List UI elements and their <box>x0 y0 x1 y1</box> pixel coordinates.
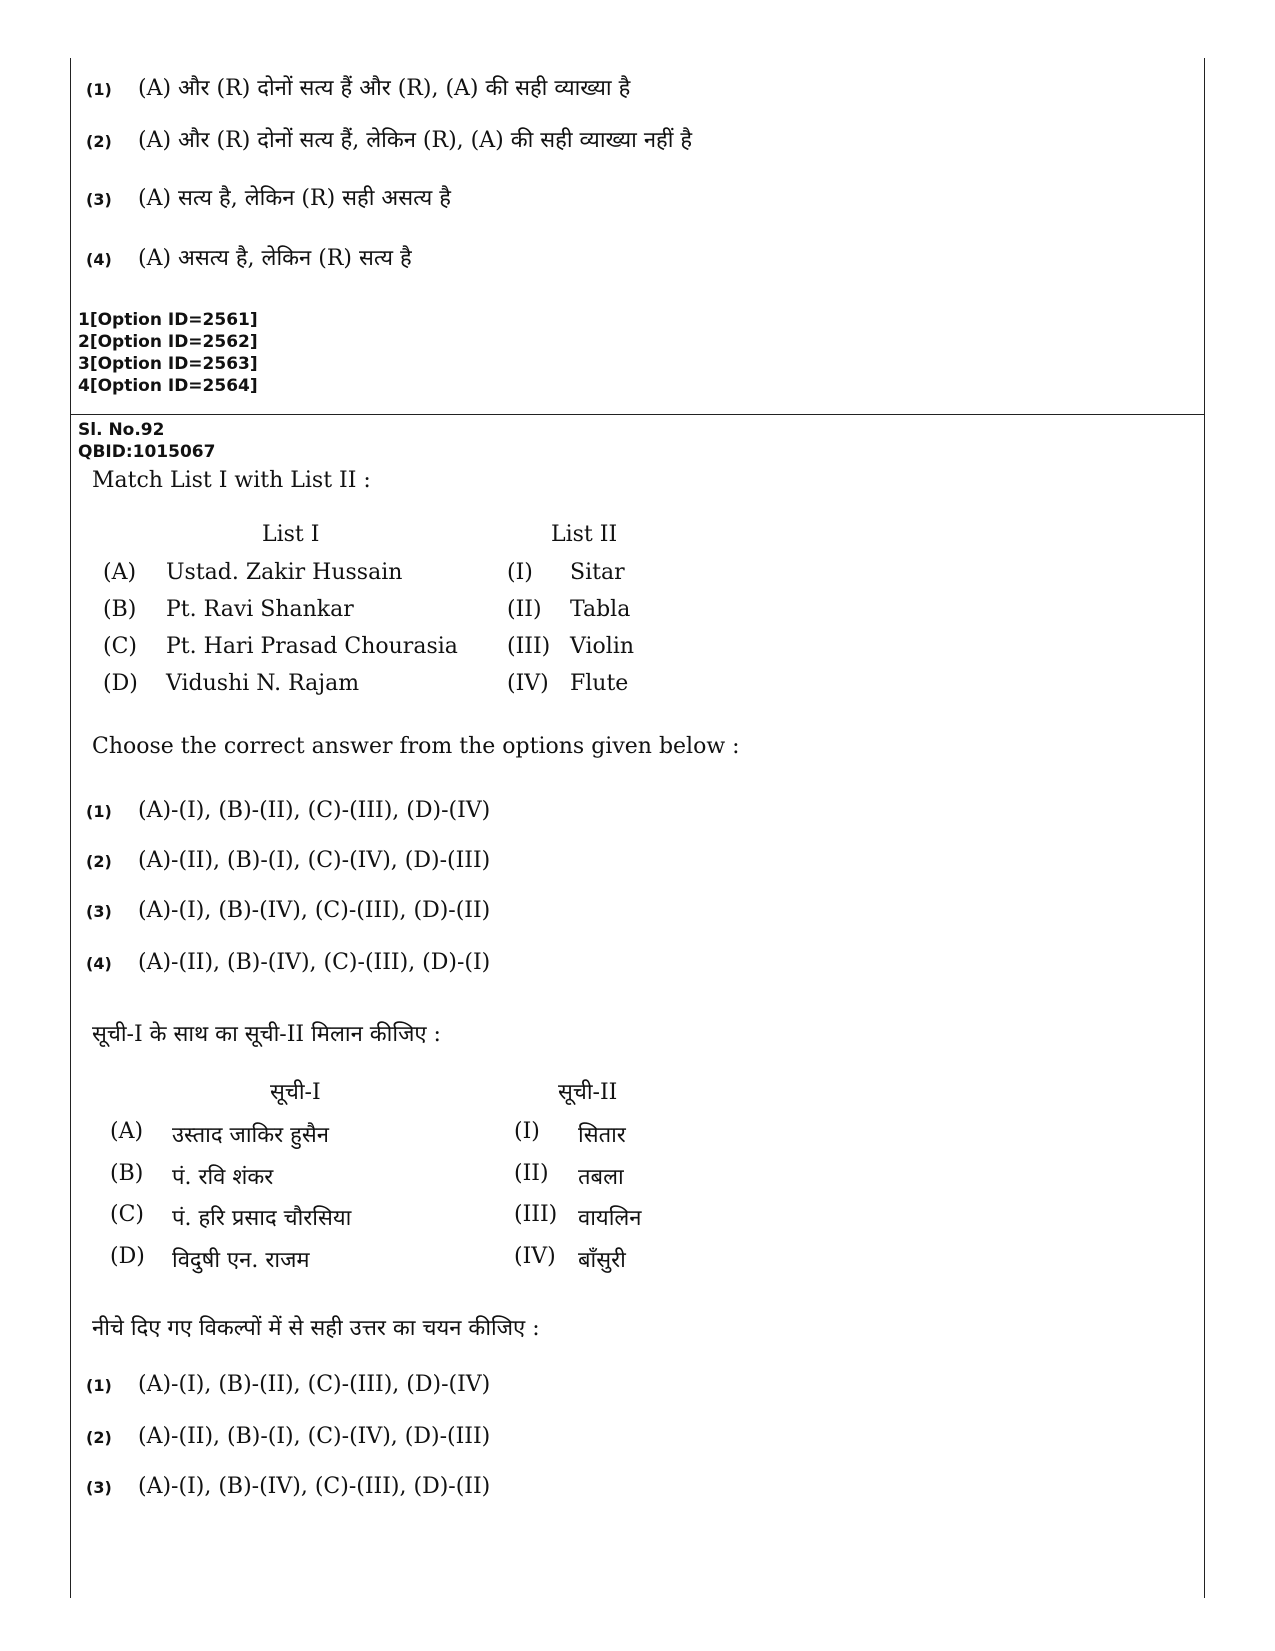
option-text: (A)-(I), (B)-(IV), (C)-(III), (D)-(II) <box>138 1474 491 1499</box>
option-text: (A)-(I), (B)-(II), (C)-(III), (D)-(IV) <box>138 1372 491 1397</box>
list-row-value: Ustad. Zakir Hussain <box>166 560 403 585</box>
list-row-value: वायलिन <box>578 1206 642 1231</box>
option-number: (4) <box>86 954 112 973</box>
list-row-value: Pt. Ravi Shankar <box>166 597 354 622</box>
list2-header: List II <box>551 522 618 547</box>
english-choose-instruction: Choose the correct answer from the options given below : <box>92 734 740 759</box>
list-row-key: (II) <box>507 597 542 622</box>
option-id: 3[Option ID=2563] <box>78 354 258 374</box>
list-row-value: Vidushi N. Rajam <box>166 671 360 696</box>
option-text: (A) असत्य है, लेकिन (R) सत्य है <box>138 246 412 271</box>
english-option-4[interactable] <box>86 950 490 975</box>
option-id-list <box>78 309 258 397</box>
prev-option-3[interactable] <box>86 182 451 212</box>
option-text: (A)-(I), (B)-(IV), (C)-(III), (D)-(II) <box>138 898 491 923</box>
page-frame <box>70 58 1205 1598</box>
list-row-value: विदुषी एन. राजम <box>172 1248 310 1273</box>
option-text: (A)-(II), (B)-(I), (C)-(IV), (D)-(III) <box>138 848 491 873</box>
list-row-key: (I) <box>514 1119 540 1144</box>
option-text: (A) और (R) दोनों सत्य हैं, लेकिन (R), (A) की सही व्याख्या नहीं है <box>138 128 693 153</box>
list-row-key: (A) <box>103 560 137 585</box>
option-number: (3) <box>86 190 112 209</box>
hindi-list1-header: सूची-I <box>270 1080 321 1105</box>
list-row-value: पं. रवि शंकर <box>172 1165 274 1190</box>
hindi-option-3[interactable] <box>86 1474 490 1499</box>
option-text: (A)-(I), (B)-(II), (C)-(III), (D)-(IV) <box>138 798 491 823</box>
option-text: (A) सत्य है, लेकिन (R) सही असत्य है <box>138 186 451 211</box>
option-number: (3) <box>86 902 112 921</box>
english-option-3[interactable] <box>86 898 490 923</box>
option-number: (1) <box>86 80 112 99</box>
option-number: (2) <box>86 852 112 871</box>
option-id: 2[Option ID=2562] <box>78 332 258 352</box>
list-row-value: Violin <box>570 634 635 659</box>
prev-option-1[interactable] <box>86 72 630 102</box>
list-row-key: (D) <box>103 671 138 696</box>
list-row-value: बाँसुरी <box>578 1248 626 1273</box>
list-row-key: (B) <box>103 597 137 622</box>
list-row-key: (III) <box>507 634 551 659</box>
list-row-key: (III) <box>514 1202 558 1227</box>
list-row-value: पं. हरि प्रसाद चौरसिया <box>172 1206 352 1231</box>
list-row-key: (D) <box>110 1244 145 1269</box>
list-row-key: (I) <box>507 560 533 585</box>
question-divider <box>70 414 1205 415</box>
list-row-value: उस्ताद जाकिर हुसैन <box>172 1123 329 1148</box>
english-option-2[interactable] <box>86 848 490 873</box>
prev-option-2[interactable] <box>86 124 692 154</box>
option-number: (1) <box>86 1376 112 1395</box>
option-id: 4[Option ID=2564] <box>78 376 258 396</box>
list-row-value: Pt. Hari Prasad Chourasia <box>166 634 458 659</box>
option-number: (3) <box>86 1478 112 1497</box>
option-number: (4) <box>86 250 112 269</box>
option-number: (2) <box>86 1428 112 1447</box>
question-meta <box>78 419 215 463</box>
list-row-value: सितार <box>578 1123 626 1148</box>
option-id: 1[Option ID=2561] <box>78 310 258 330</box>
list1-header: List I <box>262 522 320 547</box>
list-row-key: (IV) <box>514 1244 556 1269</box>
list-row-key: (A) <box>110 1119 144 1144</box>
list-row-value: Flute <box>570 671 629 696</box>
list-row-key: (IV) <box>507 671 549 696</box>
english-prompt: Match List I with List II : <box>92 468 371 493</box>
list-row-key: (C) <box>110 1202 144 1227</box>
serial-number: Sl. No.92 <box>78 420 165 440</box>
list-row-value: Sitar <box>570 560 625 585</box>
qbid: QBID:1015067 <box>78 442 216 462</box>
hindi-choose-instruction: नीचे दिए गए विकल्पों में से सही उत्तर का चयन कीजिए : <box>92 1316 540 1341</box>
option-text: (A)-(II), (B)-(IV), (C)-(III), (D)-(I) <box>138 950 491 975</box>
hindi-list2-header: सूची-II <box>558 1080 618 1105</box>
option-text: (A)-(II), (B)-(I), (C)-(IV), (D)-(III) <box>138 1424 491 1449</box>
option-number: (1) <box>86 802 112 821</box>
list-row-key: (C) <box>103 634 137 659</box>
option-text: (A) और (R) दोनों सत्य हैं और (R), (A) की सही व्याख्या है <box>138 76 631 101</box>
english-option-1[interactable] <box>86 798 490 823</box>
hindi-option-2[interactable] <box>86 1424 490 1449</box>
option-number: (2) <box>86 132 112 151</box>
list-row-value: तबला <box>578 1165 624 1190</box>
prev-option-4[interactable] <box>86 242 412 272</box>
hindi-option-1[interactable] <box>86 1372 490 1397</box>
list-row-key: (II) <box>514 1161 549 1186</box>
list-row-value: Tabla <box>570 597 631 622</box>
hindi-prompt: सूची-I के साथ का सूची-II मिलान कीजिए : <box>92 1022 441 1047</box>
list-row-key: (B) <box>110 1161 144 1186</box>
